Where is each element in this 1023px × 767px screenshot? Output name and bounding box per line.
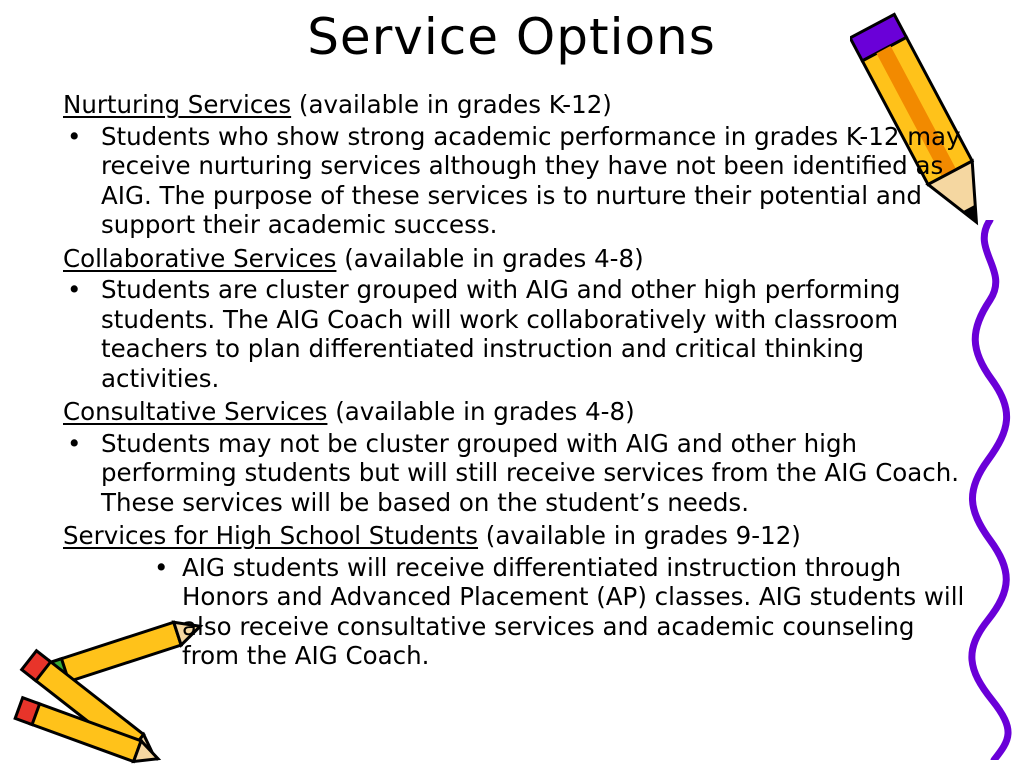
heading-label: Collaborative Services: [63, 243, 337, 273]
bullet-text: AIG students will receive differentiated instruction through Honors and Advanced Placement (AP) classes. AIG students will also receive consultative services and academic counseling from the AIG Coach.: [182, 552, 965, 670]
bullet-dot: •: [67, 121, 82, 151]
heading-label: Nurturing Services: [63, 90, 292, 119]
bullet-text: Students are cluster grouped with AIG and other high performing students. The AIG Coach will work collaboratively with classroom teachers to plan differentiated instruction and critical thinking activities.: [101, 275, 901, 393]
bullet-item: [63, 429, 963, 518]
heading-label: Consultative Services: [63, 397, 328, 426]
heading-label: Services for High School Students: [63, 521, 479, 550]
bullet-item: [63, 275, 963, 393]
heading-availability: (available in grades 4-8): [327, 397, 635, 426]
bullet-dot: •: [154, 552, 169, 582]
slide-content: [63, 86, 963, 671]
bullet-text: Students may not be cluster grouped with AIG and other high performing students but will still receive services from the AIG Coach. These services will be based on the student’s needs.: [101, 428, 960, 517]
section-heading-nurturing: [63, 90, 963, 120]
bullet-dot: •: [67, 275, 82, 304]
bullet-item: [154, 552, 972, 671]
bullet-text: Students who show strong academic performance in grades K-12 may receive nurturing services although they have not been identified as AIG. The purpose of these services is to nurture their potential and support their academic success.: [101, 121, 961, 239]
section-heading-consultative: [63, 397, 963, 427]
slide-title: Service Options: [307, 8, 716, 66]
bullet-item: [63, 122, 963, 240]
heading-availability: (available in grades K-12): [291, 90, 612, 119]
section-heading-collaborative: [63, 244, 963, 274]
section-heading-high-school: [63, 521, 963, 551]
squiggle-border-clipart: [960, 220, 1020, 760]
bullet-dot: •: [67, 428, 82, 458]
heading-availability: (available in grades 4-8): [336, 243, 644, 273]
heading-availability: (available in grades 9-12): [478, 521, 801, 550]
